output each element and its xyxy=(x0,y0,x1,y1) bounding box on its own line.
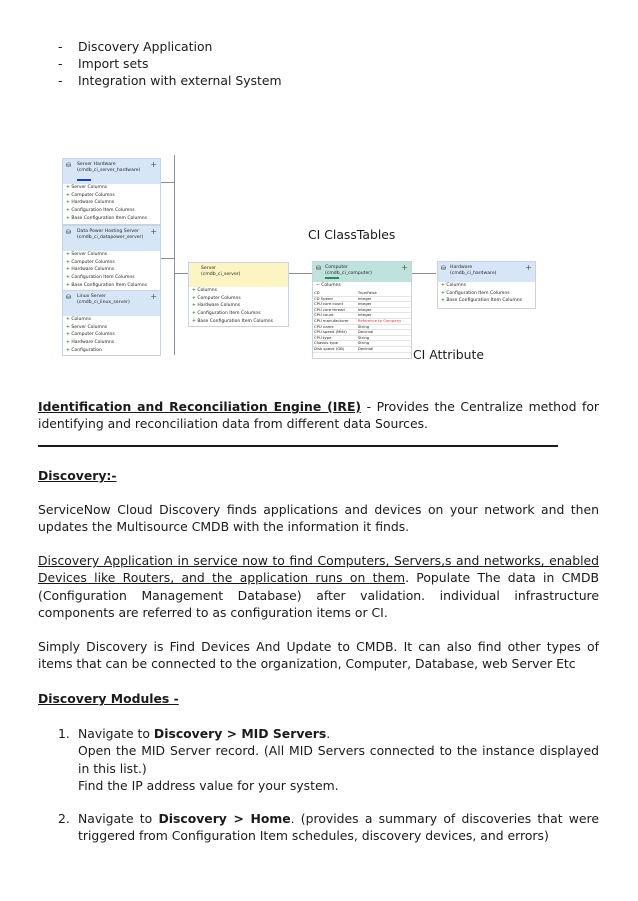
attribute-name: CPU speed (MHz) xyxy=(313,330,357,336)
card-row: Computer Columns xyxy=(197,295,241,301)
database-icon: ⛁ xyxy=(316,265,322,272)
top-bullet-list xyxy=(58,38,282,89)
card-server-hardware[interactable]: ⛁ Server Hardware (cmdb_ci_server_hardware) + + Server Columns + Computer Columns + Hardware Columns + Configuration Item Columns + Base Configuration Item Columns xyxy=(62,158,161,225)
attribute-type: Integer xyxy=(357,302,411,308)
card-row: Server Columns xyxy=(71,252,108,257)
card-row: Base Configuration Item Columns xyxy=(197,318,273,324)
connector-line xyxy=(160,258,174,259)
card-row: Columns xyxy=(197,288,217,293)
list-item-text: Integration with external System xyxy=(78,73,282,88)
attribute-row[interactable] xyxy=(313,346,411,352)
ci-class-diagram xyxy=(60,155,540,360)
card-data-power-hosting-server[interactable]: ⛁ Data Power Hosting Server (cmdb_ci_datapower_server) + + Server Columns + Computer Columns + Hardware Columns + Configuration Item Columns + Base Configuration Item Columns xyxy=(62,225,161,292)
card-accent-bar xyxy=(325,277,339,279)
card-title: Server xyxy=(201,266,217,271)
attribute-name: CPU count xyxy=(313,313,357,319)
card-row: Computer Columns xyxy=(71,259,115,265)
connector-line xyxy=(410,273,436,274)
module-item-2 xyxy=(58,810,599,845)
list-item-text: Import sets xyxy=(78,56,149,71)
card-computer[interactable]: ⛁ Computer (cmdb_ci_computer) + − Columns xyxy=(312,261,412,359)
card-row: Configuration Item Columns xyxy=(71,275,135,281)
attribute-name: Disk space (GB) xyxy=(313,346,357,352)
attribute-type: Decimal xyxy=(357,346,411,352)
card-title: Hardware xyxy=(450,265,473,270)
card-header xyxy=(189,263,288,287)
attribute-type: True/False xyxy=(357,291,411,296)
attribute-name: CD Speed xyxy=(313,296,357,302)
card-row: Columns xyxy=(446,283,466,288)
card-row: Configuration Item Columns xyxy=(446,290,510,296)
card-title: Server Hardware xyxy=(77,162,116,167)
expand-icon[interactable]: + xyxy=(401,263,408,272)
discovery-paragraph-3: Simply Discovery is Find Devices And Update to CMDB. It can also find other types of items that can be connected to the organization, Computer, Database, web Server Etc xyxy=(38,639,599,672)
item-text: Navigate to xyxy=(78,811,159,826)
card-row: Columns xyxy=(71,317,91,322)
attribute-name: CPU core count xyxy=(313,302,357,308)
nav-path: Discovery > MID Servers xyxy=(153,726,327,741)
card-row: Server Columns xyxy=(71,324,108,330)
list-item-text: Discovery Application xyxy=(78,39,213,54)
card-row: Hardware Columns xyxy=(71,200,115,206)
attribute-type: Integer xyxy=(357,307,411,313)
attribute-name: CD xyxy=(313,291,357,296)
card-header xyxy=(313,262,411,282)
attribute-type: Decimal xyxy=(357,330,411,336)
card-row: Hardware Columns xyxy=(71,340,115,346)
expand-icon[interactable]: + xyxy=(525,263,532,272)
card-header xyxy=(438,262,535,282)
card-accent-bar xyxy=(77,179,91,181)
list-item: - Import sets xyxy=(58,56,149,71)
discovery-paragraph-1: ServiceNow Cloud Discovery finds applications and devices on your network and then updates the Multisource CMDB with the information it finds. xyxy=(38,502,599,535)
attribute-name: Chassis type xyxy=(313,341,357,347)
expand-icon[interactable]: + xyxy=(150,160,157,169)
attribute-name: CPU name xyxy=(313,324,357,330)
item-line: Open the MID Server record. (All MID Servers connected to the instance displayed in this list.) xyxy=(78,743,599,776)
attribute-name: CPU manufacturer xyxy=(313,318,357,324)
database-icon: ⛁ xyxy=(441,265,447,272)
connector-line xyxy=(288,273,313,274)
card-row: Configuration Item Columns xyxy=(71,208,135,214)
attribute-type: String xyxy=(357,341,411,347)
ire-title: Identification and Reconciliation Engine (IRE) xyxy=(38,399,362,414)
card-row: Base Configuration Item Columns xyxy=(446,298,522,304)
list-number: 2. xyxy=(58,811,70,826)
database-icon: ⛁ xyxy=(66,294,72,301)
attribute-name: CPU type xyxy=(313,335,357,341)
card-row: Server Columns xyxy=(71,185,108,190)
card-table-name: (cmdb_ci_hardware) xyxy=(450,270,497,276)
connector-line xyxy=(174,273,188,274)
nav-path: Discovery > Home xyxy=(158,811,291,826)
ci-attribute-table xyxy=(313,291,411,353)
card-row: Configuration Item Columns xyxy=(197,311,261,317)
card-row: Computer Columns xyxy=(71,192,115,198)
attribute-type: String xyxy=(357,324,411,330)
attribute-type: Reference to Company xyxy=(357,318,411,324)
connector-line xyxy=(174,155,175,355)
ci-attribute-label: CI Attribute xyxy=(413,347,484,362)
card-table-name: (cmdb_ci_linux_server) xyxy=(77,299,130,305)
card-title: Computer xyxy=(325,265,348,270)
card-header xyxy=(63,291,160,316)
ire-paragraph xyxy=(38,398,599,433)
modules-heading: Discovery Modules - xyxy=(38,691,179,706)
card-title: Data Power Hosting Server xyxy=(77,229,139,234)
card-header xyxy=(63,226,160,251)
item-text: . (provides a summary of discoveries that were triggered from Configuration Item schedules, discovery devices, and errors) xyxy=(78,811,600,844)
list-item: - Integration with external System xyxy=(58,73,282,88)
discovery-text: . Populate The data in CMDB (Configuration Management Database) after validation. individual infrastructure components are referred to as configuration items or CI. xyxy=(38,570,600,620)
ire-text: - Provides the Centralize method for identifying and reconciliation data from different data Sources. xyxy=(38,399,599,432)
attribute-type: Integer xyxy=(357,296,411,302)
card-row: Base Configuration Item Columns xyxy=(71,215,147,221)
card-row: Hardware Columns xyxy=(197,303,241,309)
list-number: 1. xyxy=(58,726,70,741)
card-row: Base Configuration Item Columns xyxy=(71,282,147,288)
discovery-underlined-text: Discovery Application in service now to find Computers, Servers,s and networks, enabled Devices like Routers, and the application runs on them xyxy=(38,553,599,586)
expand-icon[interactable]: + xyxy=(150,227,157,236)
card-table-name: (cmdb_ci_datapower_server) xyxy=(77,234,144,240)
card-linux-server[interactable]: ⛁ Linux Server (cmdb_ci_linux_server) + + Columns + Server Columns + Computer Columns + Hardware Columns + Configuration xyxy=(62,290,161,356)
card-row: Computer Columns xyxy=(71,332,115,338)
card-table-name: (cmdb_ci_server) xyxy=(201,271,241,277)
discovery-paragraph-2 xyxy=(38,552,599,621)
card-row: Hardware Columns xyxy=(71,267,115,273)
module-item-1 xyxy=(58,725,599,794)
card-title: Linux Server xyxy=(77,294,106,299)
database-icon: ⛁ xyxy=(66,162,72,169)
connector-line xyxy=(160,182,174,183)
card-row: Configuration xyxy=(71,347,102,353)
card-table-name: (cmdb_ci_computer) xyxy=(325,270,372,276)
card-row: Columns xyxy=(321,283,341,288)
attribute-type: Integer xyxy=(357,313,411,319)
item-line: Find the IP address value for your system. xyxy=(78,777,339,793)
ci-classtables-label: CI ClassTables xyxy=(308,227,396,242)
item-text: Navigate to xyxy=(78,726,154,741)
card-table-name: (cmdb_ci_server_hardware) xyxy=(77,167,141,173)
item-text: . xyxy=(326,726,331,741)
list-item: - Discovery Application xyxy=(58,39,213,54)
attribute-type: String xyxy=(357,335,411,341)
database-icon: ⛁ xyxy=(66,229,72,236)
discovery-heading: Discovery:- xyxy=(38,468,117,483)
horizontal-rule xyxy=(38,445,558,447)
expand-icon[interactable]: + xyxy=(150,292,157,301)
card-server[interactable]: Server (cmdb_ci_server) + Columns + Computer Columns + Hardware Columns + Configuration Item Columns + Base Configuration Item Columns xyxy=(188,262,289,327)
attribute-name: CPU core thread xyxy=(313,307,357,313)
card-header xyxy=(63,159,160,184)
card-hardware[interactable]: ⛁ Hardware (cmdb_ci_hardware) + + Columns + Configuration Item Columns + Base Configuration Item Columns xyxy=(437,261,536,309)
